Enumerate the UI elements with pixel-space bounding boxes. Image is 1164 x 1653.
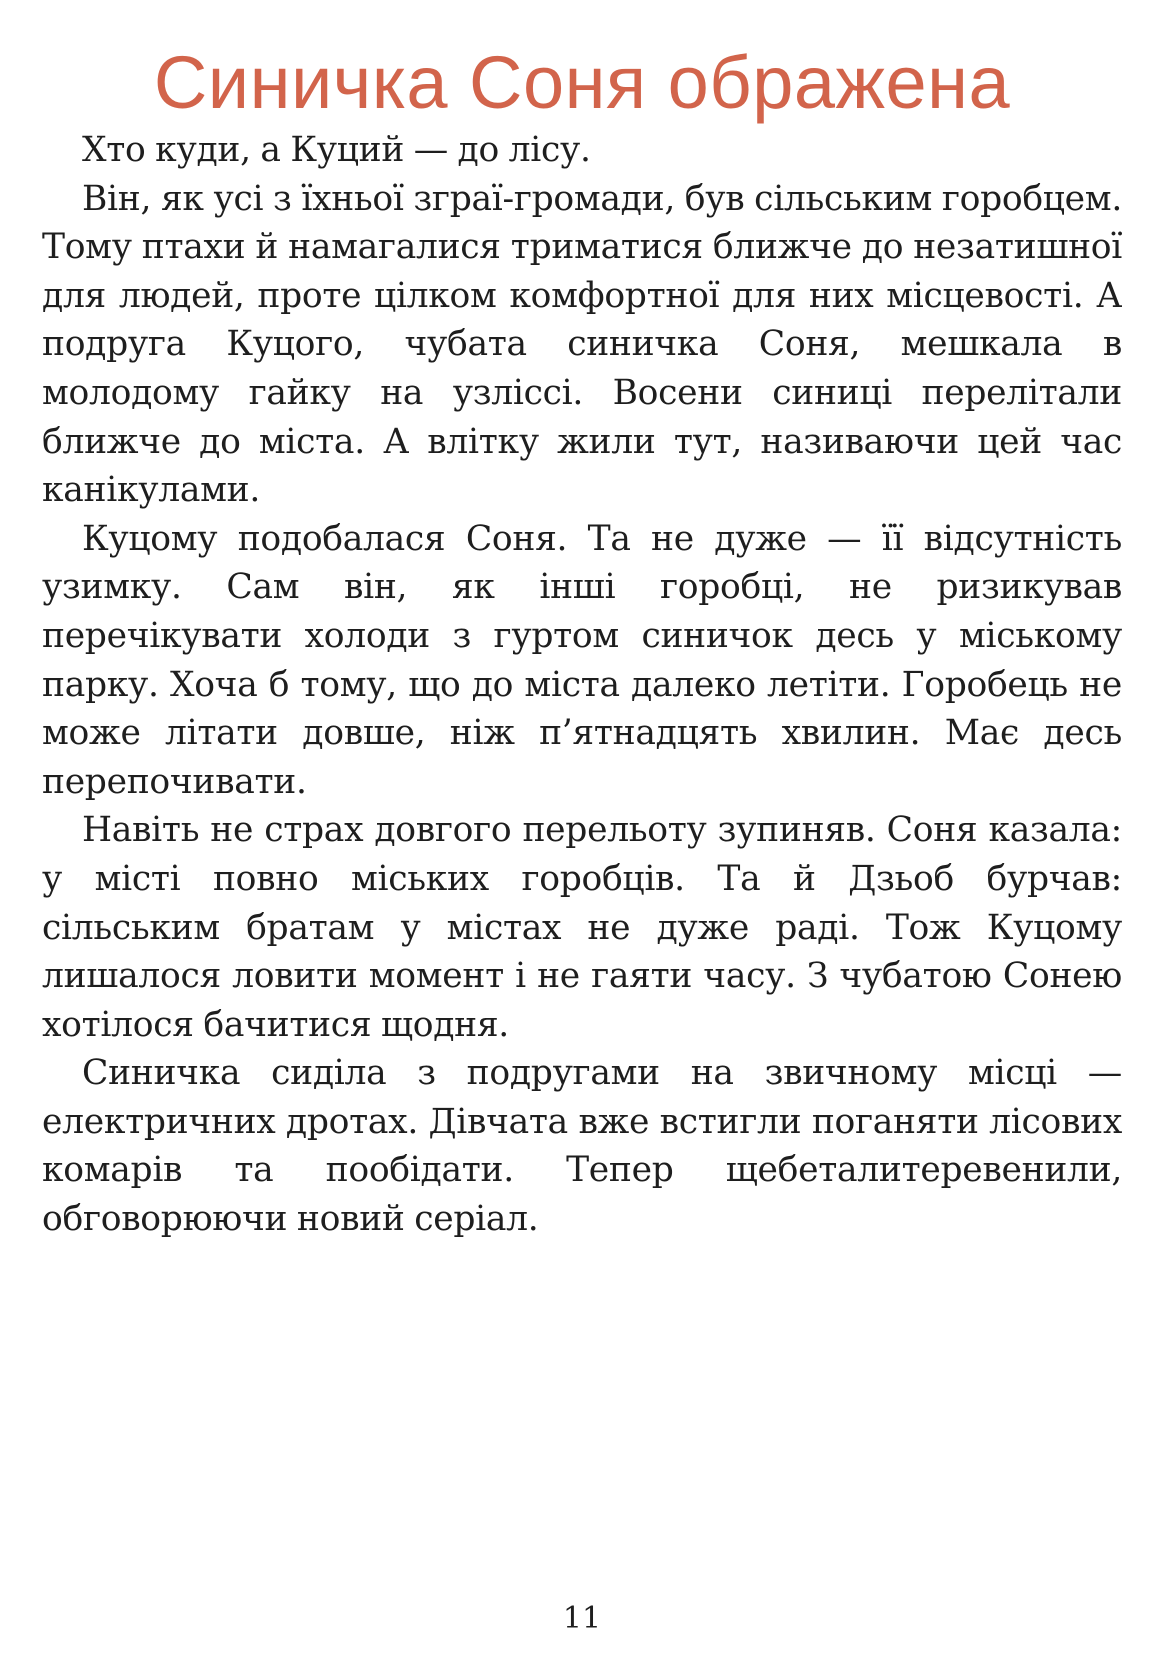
chapter-title: Синичка Соня ображена bbox=[153, 41, 1011, 124]
paragraph-1: Хто куди, а Куций — до лісу. bbox=[82, 130, 591, 170]
paragraph-3: Куцому подобалася Соня. Та не дуже — її відсутність узимку. Сам він, як інші горобці, не ризикував перечікувати холоди з гуртом синичок десь у міському парку. Хоча б тому, що до міста далеко летіти. Горобець не може літати довше, ніж п’ятнадцять хвилин. Має десь перепочивати. bbox=[42, 518, 1122, 802]
paragraph-5: Синичка сиділа з подругами на звичному місці — електричних дротах. Дівчата вже встигли поганяти лісових комарів та пообідати. Тепер щебеталитеревенили, обговорюючи новий серіал. bbox=[42, 1053, 1122, 1240]
chapter-body bbox=[42, 126, 1122, 1244]
book-page bbox=[42, 0, 1122, 1653]
paragraph-2: Він, як усі з їхньої зграї-громади, був сільським горобцем. Тому птахи й намагалися триматися ближче до незатишної для людей, проте цілком комфортної для них місцевості. А подруга Куцого, чубата синичка Соня, мешкала в молодому гайку на узліссі. Восени синиці перелітали ближче до міста. А влітку жили тут, називаючи цей час канікулами. bbox=[42, 178, 1122, 511]
paragraph-4: Навіть не страх довгого перельоту зупиняв. Соня казала: у місті повно міських горобців. Та й Дзьоб бурчав: сільським братам у містах не дуже раді. Тож Куцому лишалося ловити момент і не гаяти часу. З чубатою Сонею хотілося бачитися щодня. bbox=[42, 810, 1122, 1045]
page-number: 11 bbox=[562, 1601, 602, 1636]
